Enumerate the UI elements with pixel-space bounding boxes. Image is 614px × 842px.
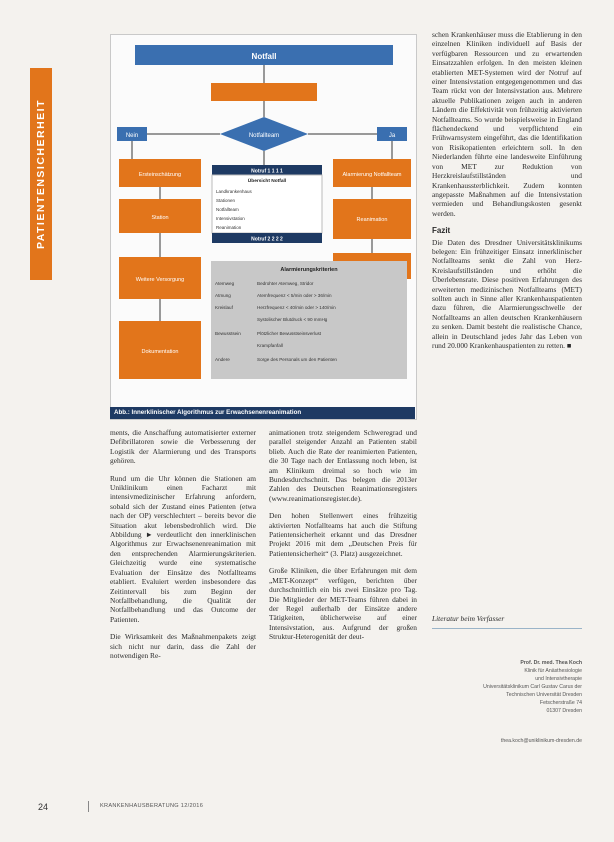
svg-text:Atemweg: Atemweg (215, 281, 235, 286)
page-number: 24 (38, 802, 49, 812)
figure-caption: Abb.: Innerklinischer Algorithmus zur Erwachsenenreanimation (110, 407, 415, 419)
text-column-middle (269, 428, 417, 650)
notfall-label: Notfall (251, 52, 277, 61)
svg-text:Plötzlicher Bewusstseinsverlus: Plötzlicher Bewusstseinsverlust (257, 331, 322, 336)
paragraph: Den hohen Stellenwert eines frühzeitig aktivierten Notfallteams hat auch die Stiftung Patientensicherheit erkannt und das Dresdner Projekt 2016 mit dem „Deutschen Preis für Patientensicherheit“ (3. Platz) ausgezeichnet. (269, 511, 417, 558)
svg-text:Atmung: Atmung (215, 293, 231, 298)
paragraph: animationen trotz steigendem Schweregrad und parallel steigender Anzahl an Patienten stabil blieb. Auch die Rate der reanimierten Patienten, die 30 Tage nach der Entlassung noch leben, ist am Klinikum dreimal so hoch wie im Bundesdurchschnitt. Das belegen die 2013er Zahlen des Deutschen Reanimationsregisters (www.reanimationsregister.de). (269, 428, 417, 503)
author-clinic-2: und Intensivtherapie (535, 676, 582, 682)
svg-text:Übersicht Notfall: Übersicht Notfall (247, 179, 287, 184)
text-column-right (432, 30, 582, 358)
paragraph: Die Daten des Dresdner Universitätsklinikums belegen: Ein frühzeitiger Einsatz innerklinischer Notfallteams senkt die Zahl von Herz-Kreislaufstillständen und erhöht die Überlebensrate. Diese positiven Erfahrungen des erweiterten medizinischen Notfallteams (MET) sollten auch in Sinne aller Krankenhauspatienten dazu führen, die Alarmierungsschwelle der Notfallteams an allen deutschen Krankenhäusern zu senken. Damit besteht die realistische Chance, allein in Deutschland jedes Jahr das Leben von rund 20.000 Krankenhauspatienten zu retten. ■ (432, 237, 582, 350)
svg-text:Krampfanfall: Krampfanfall (257, 343, 283, 348)
svg-text:Dokumentation: Dokumentation (141, 349, 179, 355)
divider (432, 628, 582, 629)
svg-text:Stationen: Stationen (216, 198, 236, 203)
svg-text:Intensivstation: Intensivstation (216, 216, 245, 221)
author-block (432, 659, 582, 715)
svg-text:Notruf 2 2 2 2: Notruf 2 2 2 2 (251, 236, 283, 243)
author-university: Technischen Universität Dresden (506, 692, 582, 698)
author-name: Prof. Dr. med. Thea Koch (520, 660, 582, 666)
nein-label: Nein (125, 133, 139, 139)
paragraph: Große Kliniken, die über Erfahrungen mit dem „MET-Konzept“ verfügen, berichten über durchschnittlich ein bis zwei Einsätze pro Tag. Die Mitglieder der MET-Teams führen dabei in der Regel außerhalb der Einsätze andere Tätigkeiten, üblicherweise auf einer Intensivstation, aus. Aufgrund der großen Struktur-Heterogenität der deut- (269, 566, 417, 642)
assessment-box (211, 83, 317, 101)
paragraph: Rund um die Uhr können die Stationen am Uniklinikum einen Facharzt mit intensivmedizinischer Erfahrung anfordern, sobald sich der Zustand eines Patienten (etwa nach der OP) verschlechtert – bereits bevor die Situation akut lebensbedrohlich wird. Die Abbildung ► verdeutlicht den innerklinischen Algorithmus zur Erwachsenenreanimation mit den entsprechenden Alarmierungskriterien. Gleichzeitig wurde eine systematische Evaluation der Einsätze des Notfallteams etabliert. Evaluiert werden insbesondere das Zeitintervall bis zum Beginn der Notfallbehandlung, die Qualität der Notfallbehandlung und das Outcome der Patienten. (110, 473, 256, 624)
svg-text:Bedrohter Atemweg, Stridor: Bedrohter Atemweg, Stridor (257, 281, 314, 286)
author-city: 01307 Dresden (546, 708, 582, 714)
svg-text:Ersteinschätzung: Ersteinschätzung (138, 172, 182, 178)
svg-text:Kreislauf: Kreislauf (215, 305, 233, 310)
author-email[interactable]: thea.koch@uniklinikum-dresden.de (500, 738, 582, 744)
figure (110, 34, 417, 420)
section-heading: Fazit (432, 226, 451, 236)
section-tab (30, 68, 52, 280)
svg-text:Reanimation: Reanimation (216, 225, 242, 230)
author-street: Fetscherstraße 74 (539, 700, 582, 706)
paragraph: ments, die Anschaffung automatisierter externer Defibrillatoren sowie die Verbesserung der Logistik der Alarmierung und des Transports gehören. (110, 428, 256, 466)
decision-label: Notfallteam (248, 133, 280, 139)
paragraph: Die Wirksamkeit des Maßnahmenpakets zeigt sich nicht nur darin, dass die Zahl der notwendigen Re- (110, 632, 256, 660)
svg-text:Herzfrequenz < 40/min oder > 1: Herzfrequenz < 40/min oder > 140/min (257, 305, 336, 310)
svg-text:Sorge des Personals um den Pat: Sorge des Personals um den Patienten (257, 357, 337, 362)
section-tab-label: PATIENTENSICHERHEIT (35, 98, 47, 250)
text-column-left (110, 428, 256, 668)
svg-text:Alarmierung Notfallteam: Alarmierung Notfallteam (342, 172, 402, 178)
ja-label: Ja (388, 133, 396, 139)
svg-text:Systolischer Blutdruck < 90 mm: Systolischer Blutdruck < 90 mmHg (257, 317, 328, 322)
author-clinic: Klinik für Anästhesiologie (524, 668, 582, 674)
footer-divider (88, 801, 89, 812)
svg-text:Notfallteam: Notfallteam (216, 207, 239, 212)
svg-text:Bewusstsein: Bewusstsein (215, 331, 241, 336)
svg-text:Atemfrequenz < 5/min oder > 36: Atemfrequenz < 5/min oder > 36/min (257, 293, 332, 298)
svg-text:Notruf 1 1 1 1: Notruf 1 1 1 1 (251, 168, 283, 175)
svg-text:Reanimation: Reanimation (356, 217, 388, 223)
algorithm-diagram (111, 35, 416, 409)
svg-text:Station: Station (151, 215, 169, 221)
svg-text:Landkrankenhaus: Landkrankenhaus (216, 189, 252, 194)
literature-note: Literatur beim Verfasser (432, 614, 505, 623)
journal-name: KRANKENHAUSBERATUNG 12/2016 (100, 803, 204, 809)
svg-text:Andere: Andere (215, 357, 230, 362)
svg-text:Weitere Versorgung: Weitere Versorgung (135, 277, 185, 283)
svg-text:Alarmierungskriterien: Alarmierungskriterien (280, 267, 338, 273)
author-hospital: Universitätsklinikum Carl Gustav Carus der (483, 684, 582, 690)
paragraph: schen Krankenhäuser muss die Etablierung in den einzelnen Kliniken individuell auf Basis der verfügbaren Ressourcen und zu erwartenden Einsatzzahlen erfolgen. In den meisten kleinen etablierten MET-Systemen wird der Notruf auf einer Intensivstation entgegengenommen und das Team rückt von der Intensivstation aus. Mehrere aktuelle Publikationen zeigen auch in anderen Ländern die Effektivität von frühzeitig aktivierten Notfallteams. So wurde beispielsweise in England flächendeckend und verpflichtend ein Frühwarnsystem eingeführt, das die Identifikation von Risikopatienten erleichtern soll. In den Niederlanden führte eine landesweite Einführung von MET zur Reduktion von Herzkreislaufstillständen und Krankenhaussterblichkeit. Zudem konnten angepasste Maßnahmen auf die Intensivstation vermieden und Behandlungskosten gesenkt werden. (432, 30, 582, 218)
